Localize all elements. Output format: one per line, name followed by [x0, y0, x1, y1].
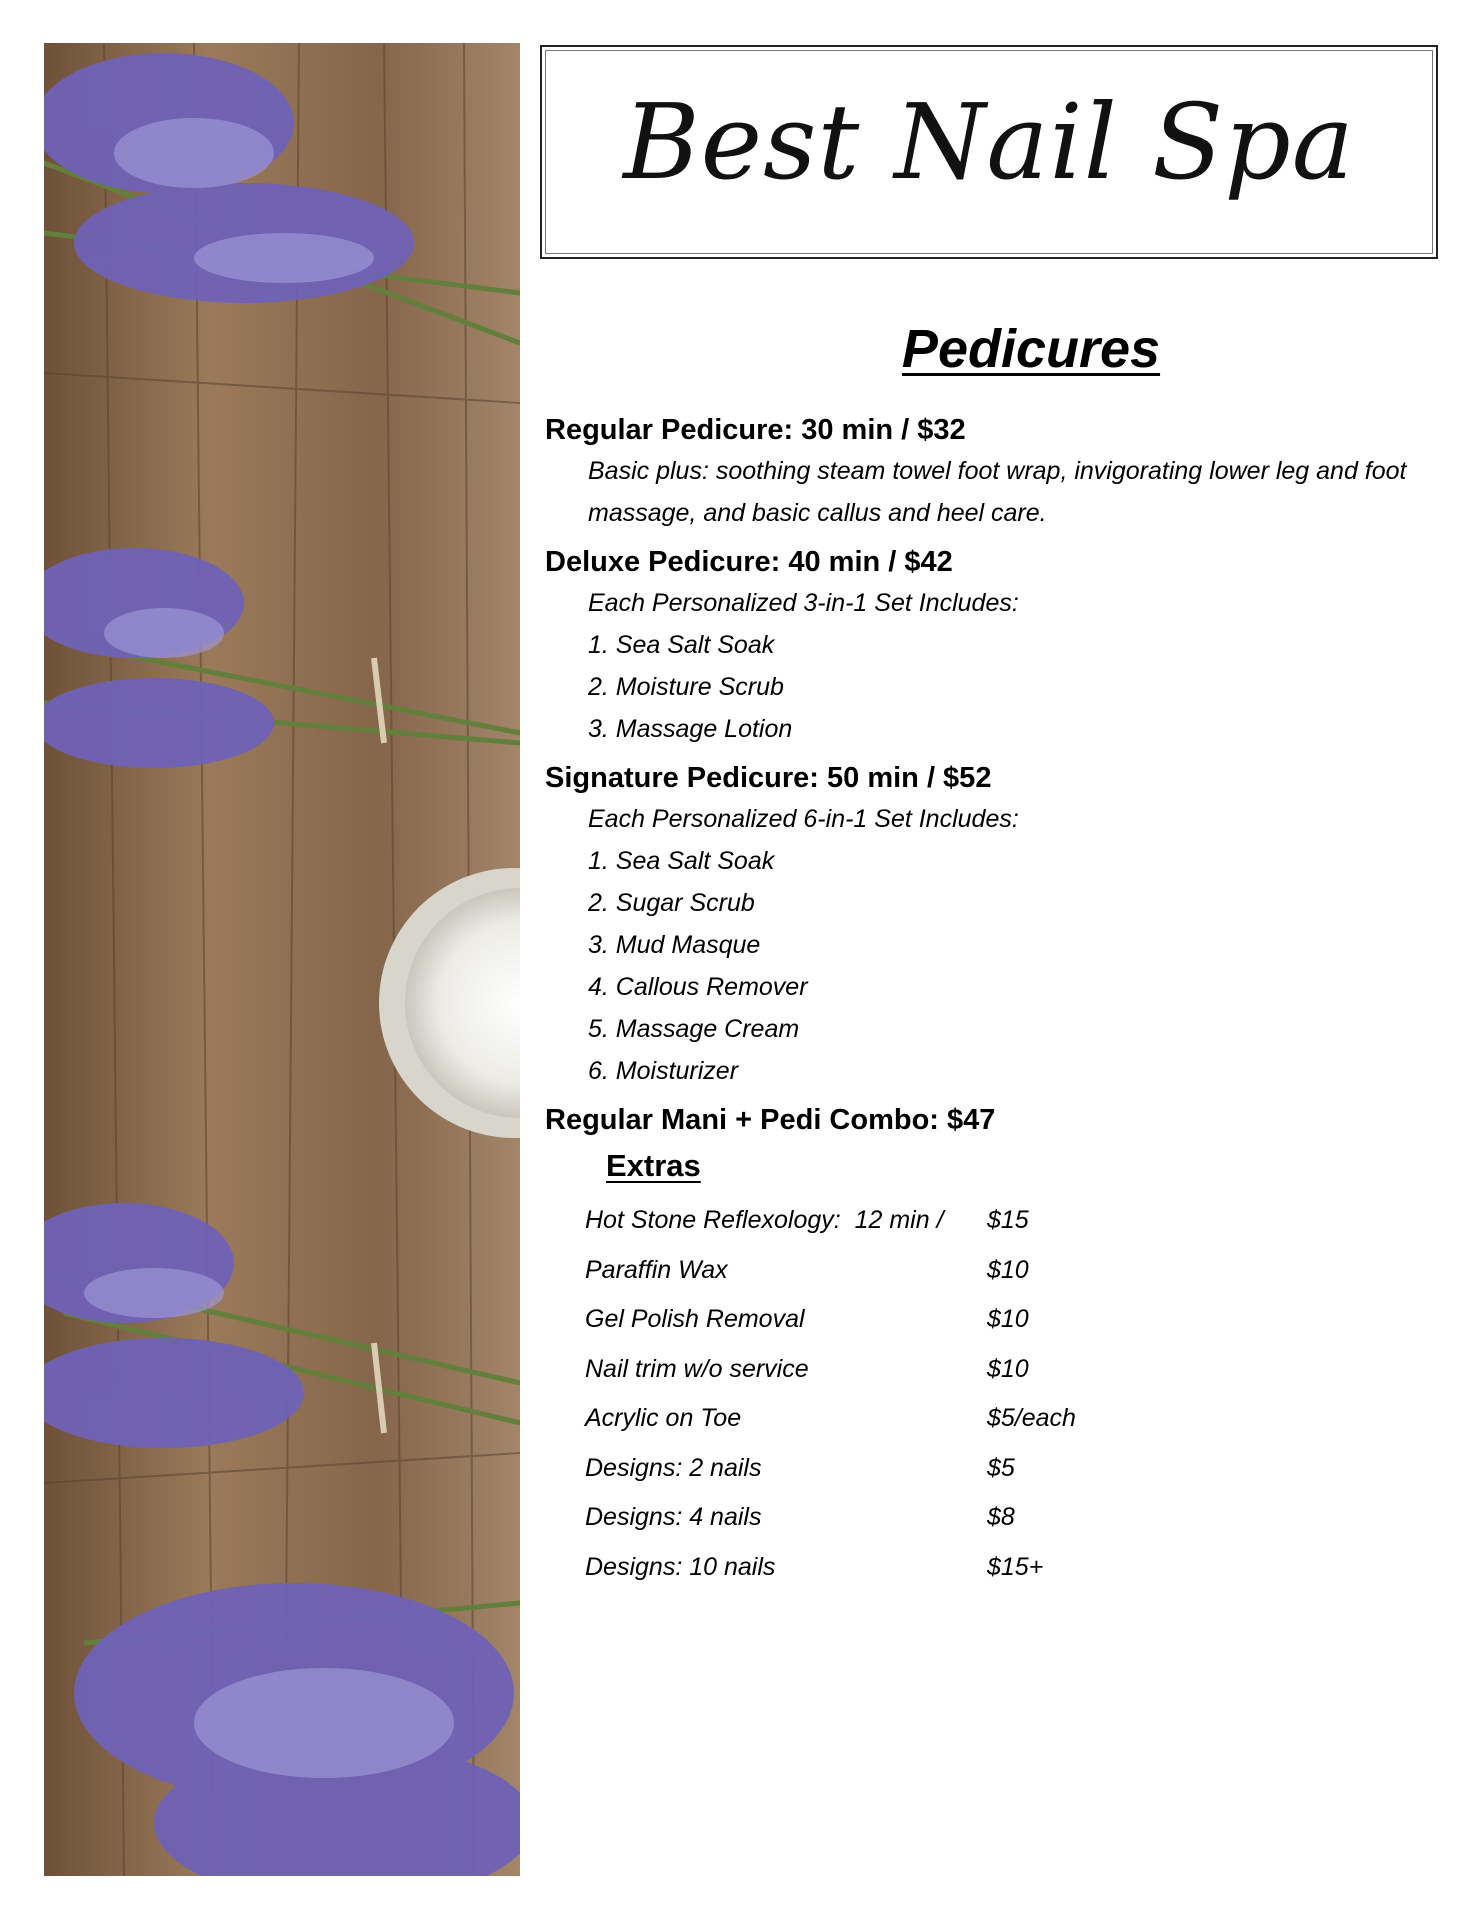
- extra-price: $8: [987, 1503, 1015, 1531]
- service-regular-pedicure: [545, 412, 1445, 534]
- brand-header: [540, 45, 1438, 259]
- lavender-photo: [44, 43, 520, 1876]
- service-heading: Regular Mani + Pedi Combo: $47: [545, 1104, 996, 1136]
- extras-list: [545, 1196, 1445, 1592]
- includes-item: 2. Moisture Scrub: [588, 673, 784, 701]
- includes-item: 4. Callous Remover: [588, 973, 808, 1001]
- includes-item: 3. Massage Lotion: [588, 715, 793, 743]
- extra-price: $15+: [987, 1552, 1044, 1581]
- extra-price: $5: [987, 1453, 1015, 1482]
- service-signature-pedicure: [545, 760, 1445, 1092]
- includes-intro: Each Personalized 6-in-1 Set Includes:: [588, 805, 1019, 833]
- extra-row: [545, 1196, 1445, 1246]
- extra-name: Designs: 2 nails: [585, 1453, 762, 1482]
- extra-name: Gel Polish Removal: [585, 1305, 805, 1333]
- service-heading: Signature Pedicure: 50 min / $52: [545, 762, 992, 794]
- service-deluxe-pedicure: [545, 544, 1445, 750]
- includes-item: 1. Sea Salt Soak: [588, 631, 775, 659]
- section-title: Pedicures: [901, 319, 1161, 379]
- brand-logo: Best Nail Spa: [623, 81, 1355, 203]
- extra-name: Nail trim w/o service: [585, 1354, 809, 1383]
- extra-row: [545, 1345, 1445, 1395]
- extra-row: [545, 1493, 1445, 1543]
- includes-item: 1. Sea Salt Soak: [588, 847, 775, 875]
- service-includes: [545, 582, 1445, 750]
- extra-price: $10: [987, 1354, 1029, 1383]
- section-heading: [545, 318, 1445, 380]
- extra-name: Designs: 4 nails: [585, 1503, 762, 1531]
- includes-item: 2. Sugar Scrub: [588, 889, 755, 917]
- includes-intro: Each Personalized 3-in-1 Set Includes:: [588, 589, 1019, 617]
- includes-item: 3. Mud Masque: [588, 931, 761, 959]
- extra-row: [545, 1246, 1445, 1296]
- extra-row: [545, 1394, 1445, 1444]
- service-description: Basic plus: soothing steam towel foot wrap, invigorating lower leg and foot massage, and basic callus and heel care.: [588, 457, 1407, 527]
- extra-row: [545, 1295, 1445, 1345]
- extra-price: $10: [987, 1255, 1029, 1284]
- includes-item: 6. Moisturizer: [588, 1057, 739, 1085]
- extra-row: [545, 1543, 1445, 1593]
- extras-heading: Extras: [606, 1148, 701, 1183]
- extra-name: Paraffin Wax: [585, 1255, 728, 1284]
- service-heading: Deluxe Pedicure: 40 min / $42: [545, 546, 953, 578]
- extra-name: Hot Stone Reflexology: 12 min /: [585, 1206, 944, 1234]
- extra-row: [545, 1444, 1445, 1494]
- extra-price: $15: [987, 1206, 1029, 1234]
- includes-item: 5. Massage Cream: [588, 1015, 800, 1043]
- extra-name: Acrylic on Toe: [585, 1404, 742, 1432]
- extra-price: $5/each: [987, 1404, 1076, 1432]
- lavender-illustration: [44, 43, 520, 1876]
- extra-name: Designs: 10 nails: [585, 1552, 776, 1581]
- pedicure-menu: [545, 318, 1445, 1592]
- service-heading: Regular Pedicure: 30 min / $32: [545, 414, 966, 446]
- extra-price: $10: [987, 1305, 1029, 1333]
- service-includes: [545, 798, 1445, 1092]
- service-mani-pedi-combo: [545, 1102, 1445, 1138]
